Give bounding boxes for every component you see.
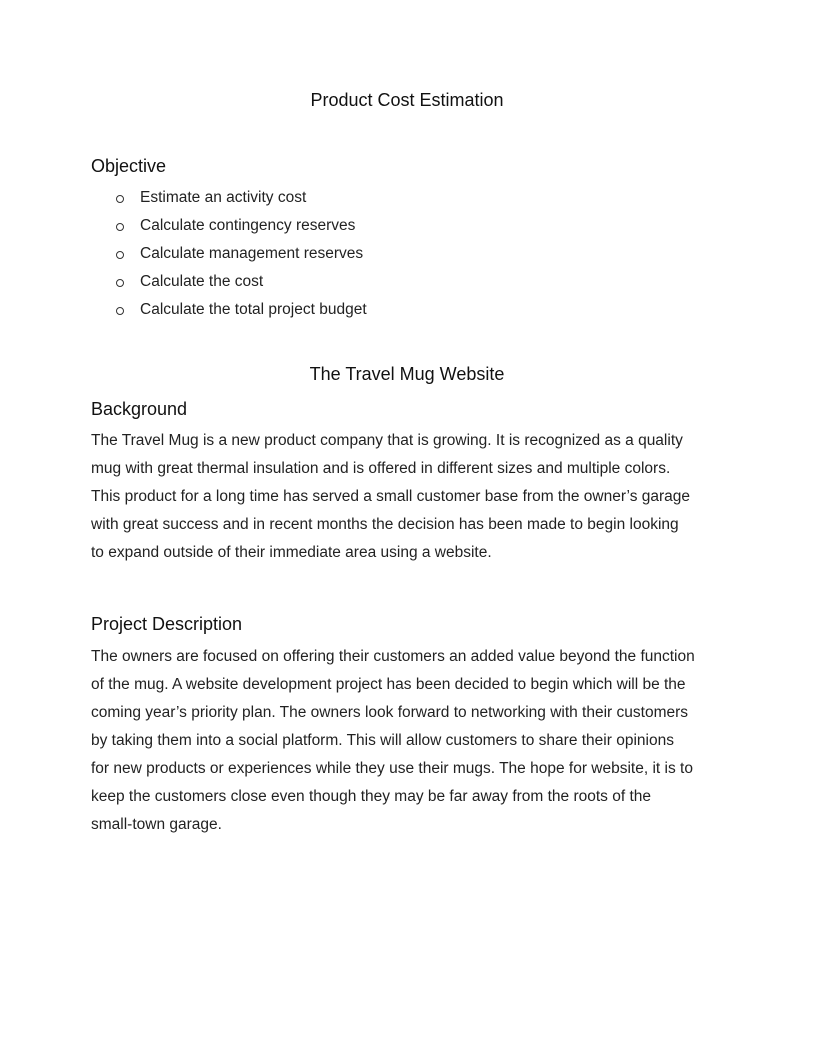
paragraph-line: coming year’s priority plan. The owners look forward to networking with their customers (91, 704, 689, 721)
hollow-bullet-icon (116, 195, 124, 203)
case-title: The Travel Mug Website (309, 364, 505, 384)
background-heading: Background (91, 399, 188, 419)
objective-list (110, 187, 367, 327)
hollow-bullet-icon (116, 223, 124, 231)
project-description-heading: Project Description (91, 614, 243, 634)
paragraph-line: of the mug. A website development project has been decided to begin which will be the (91, 676, 686, 693)
hollow-bullet-icon (116, 251, 124, 259)
paragraph-line: with great success and in recent months the decision has been made to begin looking (91, 516, 679, 533)
objective-item (110, 299, 367, 327)
paragraph-line: keep the customers close even though they may be far away from the roots of the (91, 788, 652, 805)
paragraph-line: by taking them into a social platform. This will allow customers to share their opinions (91, 732, 674, 749)
objective-item-text: Estimate an activity cost (140, 189, 307, 206)
paragraph-line: to expand outside of their immediate area using a website. (91, 544, 492, 561)
objective-item (110, 215, 367, 243)
hollow-bullet-icon (116, 307, 124, 315)
objective-item-text: Calculate the total project budget (140, 301, 367, 318)
objective-item (110, 243, 367, 271)
hollow-bullet-icon (116, 279, 124, 287)
document-title: Product Cost Estimation (310, 90, 504, 110)
paragraph-line: mug with great thermal insulation and is offered in different sizes and multiple colors. (91, 460, 671, 477)
objective-item (110, 187, 367, 215)
objective-item-text: Calculate management reserves (140, 245, 364, 262)
objective-item-text: Calculate the cost (140, 273, 264, 290)
paragraph-line: small-town garage. (91, 816, 222, 833)
paragraph-line: for new products or experiences while they use their mugs. The hope for website, it is to (91, 760, 693, 777)
project-description-paragraph (91, 643, 731, 839)
paragraph-line: The Travel Mug is a new product company that is growing. It is recognized as a quality (91, 432, 683, 449)
paragraph-line: The owners are focused on offering their customers an added value beyond the function (91, 648, 695, 665)
objective-item (110, 271, 367, 299)
objective-item-text: Calculate contingency reserves (140, 217, 356, 234)
background-paragraph (91, 427, 731, 567)
paragraph-line: This product for a long time has served a small customer base from the owner’s garage (91, 488, 691, 505)
objective-heading: Objective (91, 156, 167, 176)
